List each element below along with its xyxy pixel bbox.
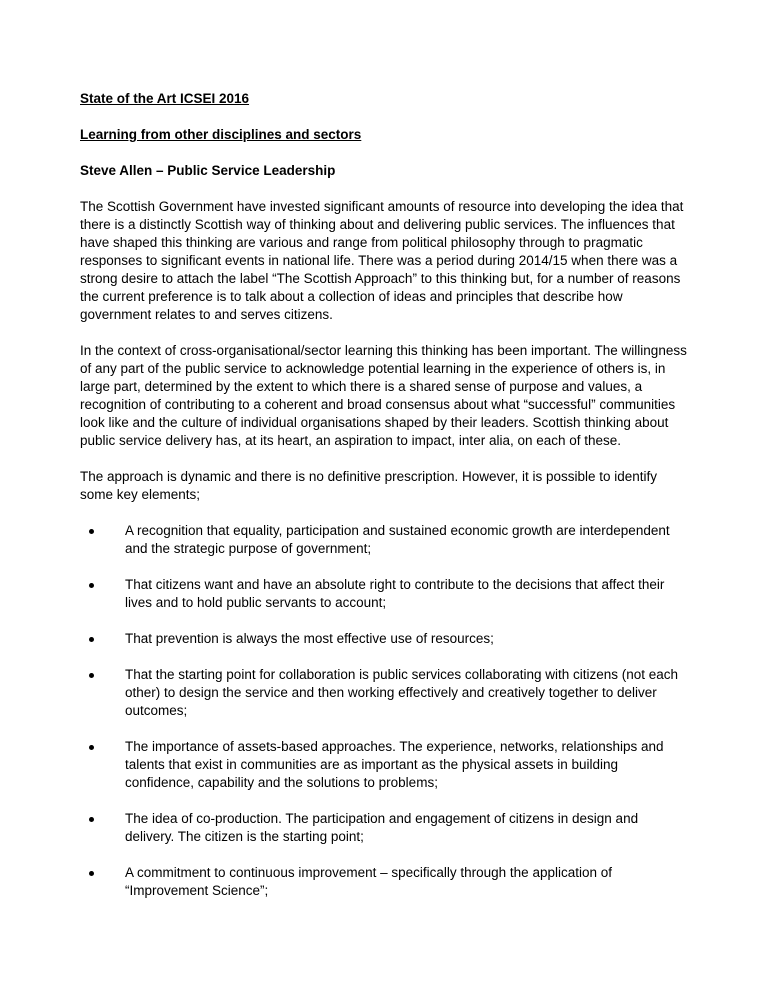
list-item [80, 522, 688, 558]
paragraph-3: The approach is dynamic and there is no definitive prescription. However, it is possible to identify some key elements; [80, 469, 658, 502]
bullet-icon [89, 817, 94, 822]
document-title: State of the Art ICSEI 2016 [80, 91, 250, 106]
list-item-text: That prevention is always the most effective use of resources; [125, 631, 494, 646]
list-item-text: That the starting point for collaboration is public services collaborating with citizens (not each other) to design the service and then working effectively and creatively together to deliver outcomes; [125, 667, 679, 718]
list-item-text: The importance of assets-based approaches. The experience, networks, relationships and talents that exist in communities are as important as the physical assets in building confidence, capability and the solutions to problems; [125, 739, 664, 790]
list-item-text: That citizens want and have an absolute right to contribute to the decisions that affect their lives and to hold public servants to account; [125, 577, 665, 610]
paragraph-1: The Scottish Government have invested significant amounts of resource into developing the idea that there is a distinctly Scottish way of thinking about and delivering public services. The influences that have shaped this thinking are various and range from political philosophy through to pragmatic responses to significant events in national life. There was a period during 2014/15 when there was a strong desire to attach the label “The Scottish Approach” to this thinking but, for a number of reasons the current preference is to talk about a collection of ideas and principles that describe how government relates to and serves citizens. [80, 199, 684, 322]
list-item [80, 738, 688, 792]
bullet-icon [89, 673, 94, 678]
list-item [80, 666, 688, 720]
list-item-text: A commitment to continuous improvement – specifically through the application of “Improvement Science”; [125, 865, 613, 898]
list-item-text: A recognition that equality, participation and sustained economic growth are interdependent and the strategic purpose of government; [125, 523, 670, 556]
list-item [80, 630, 688, 648]
list-item [80, 864, 688, 900]
list-item [80, 810, 688, 846]
bullet-icon [89, 637, 94, 642]
key-elements-list [80, 522, 688, 900]
author-line: Steve Allen – Public Service Leadership [80, 163, 336, 178]
bullet-icon [89, 529, 94, 534]
paragraph-2: In the context of cross-organisational/sector learning this thinking has been important. The willingness of any part of the public service to acknowledge potential learning in the experience of others is, in large part, determined by the extent to which there is a shared sense of purpose and values, a recognition of contributing to a coherent and broad consensus about what “successful” communities look like and the culture of individual organisations shaped by their leaders. Scottish thinking about public service delivery has, at its heart, an aspiration to impact, inter alia, on each of these. [80, 343, 687, 448]
bullet-icon [89, 871, 94, 876]
bullet-icon [89, 583, 94, 588]
document-subtitle: Learning from other disciplines and sectors [80, 127, 362, 142]
list-item [80, 576, 688, 612]
bullet-icon [89, 745, 94, 750]
list-item-text: The idea of co-production. The participation and engagement of citizens in design and delivery. The citizen is the starting point; [125, 811, 639, 844]
